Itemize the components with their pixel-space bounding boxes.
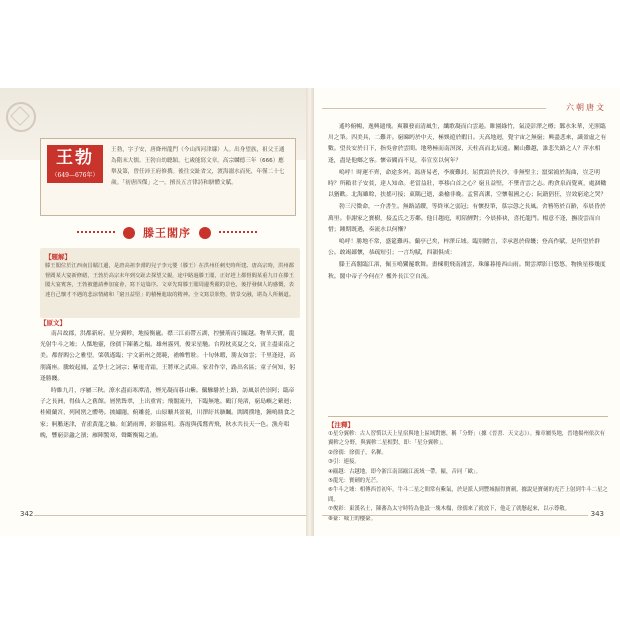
- running-head-rule: [322, 108, 546, 109]
- notes-label: 【注釋】: [328, 421, 354, 429]
- note-item: ⑤龍光：寶劍的光芒。: [328, 478, 382, 485]
- body-paragraph: 勃三尺微命，一介書生。無路請纓，等終軍之弱冠；有懷投筆，慕宗愨之長風。舍簪笏於百齡，奉晨昏於萬里。非謝家之寶樹，接孟氏之芳鄰。他日趨庭，叨陪鯉對；今晨捧袂，喜托龍門。楊意不逢，撫凌雲而自惜；鍾期既遇，奏流水以何慚？: [328, 204, 606, 233]
- author-name: 王勃: [56, 148, 94, 168]
- note-item: ⑦俊彩：東漢名士，陳蕃為太守時特為他設一塊木榻，徐孺來了就放下，他走了就懸起來，以示尊敬。: [328, 506, 571, 513]
- left-page: [0, 88, 306, 536]
- body-paragraph: 滕王高閣臨江渚，佩玉鳴鸞罷歌舞。畫棟朝飛南浦雲，珠簾暮捲西山雨。閑雲潭影日悠悠，物換星移幾度秋。閣中帝子今何在？檻外長江空自流。: [328, 262, 606, 280]
- original-paragraph: 時維九月，序屬三秋。潦水盡而寒潭清，煙光凝而暮山紫。儼驂騑於上路，訪風景於崇阿；臨帝子之長洲，得仙人之舊館。層巒聳翠，上出重霄；飛閣流丹，下臨無地。鶴汀鳧渚，窮島嶼之縈迴；桂殿蘭宮，列岡巒之體勢。披繡闥，俯雕甍，山原曠其盈視，川澤紆其駭矚。閭閻撲地，鐘鳴鼎食之家；舸艦迷津，青雀黃龍之舳。虹銷雨霽，彩徹區明。落霞與孤鶩齊飛，秋水共長天一色。漁舟唱晚，響窮彭蠡之濱；雁陣驚寒，聲斷衡陽之浦。: [40, 388, 296, 439]
- original-text-block: [40, 318, 298, 443]
- page-number: 342: [20, 510, 34, 518]
- intro-box: [40, 248, 300, 318]
- original-paragraph: 南昌故郡，洪都新府。星分翼軫，地接衡廬。襟三江而帶五湖，控蠻荊而引甌越。物華天寶，龍光射牛斗之墟；人傑地靈，徐孺下陳蕃之榻。雄州霧列，俊采星馳。台隍枕夷夏之交，賓主盡東南之美。都督閻公之雅望，棨戟遙臨；宇文新州之懿範，襜帷暫駐。十旬休暇，勝友如雲；千里逢迎，高朋滿座。騰蛟起鳳，孟學士之詞宗；紫電青霜，王將軍之武庫。家君作宰，路出名區；童子何知，躬逢勝餞。: [40, 331, 296, 382]
- book-spread: [0, 88, 620, 536]
- title-decoration-right: [219, 231, 257, 234]
- book-gutter: [306, 88, 314, 536]
- running-head: 六朝唐文: [566, 103, 606, 112]
- title-bullet-icon: [123, 227, 135, 239]
- section-title-row: [40, 222, 294, 244]
- note-item: ④甌越：古越地，即今浙江南部甌江流域一帶。甌，音同「歐」。: [328, 468, 482, 475]
- page-number: 343: [590, 510, 604, 518]
- title-decoration-left: [77, 231, 115, 234]
- ornament-icon: [6, 102, 36, 132]
- notes-block: [328, 416, 608, 524]
- original-label: 【原文】: [40, 319, 66, 327]
- body-paragraph: 遙吟俯暢，逸興遄飛。爽籟發而清風生，纖歌凝而白雲遏。睢園綠竹，氣凌彭澤之樽；鄴水朱華，光照臨川之筆。四美具，二難并。窮睇眄於中天，極娛遊於暇日。天高地迥，覺宇宙之無窮；興盡悲來，識盈虛之有數。望長安於日下，指吳會於雲間。地勢極而南溟深，天柱高而北辰遠。關山難越，誰悲失路之人？萍水相逢，盡是他鄉之客。懷帝閽而不見，奉宣室以何年？: [328, 124, 607, 164]
- author-bio: 王勃，字子安，唐絳州龍門（今山西河津縣）人。出身望族，祖父王通為隋末大儒。王勃自幼聰穎，七歲能寫文章。高宗麟德三年（666）應舉及第，曾任沛王府修撰。後往交趾省父，渡海溺水而死，年僅二十七歲。「初唐四傑」之一，擅長五言律詩和駢體文賦。: [111, 147, 285, 186]
- intro-label: 【題解】: [45, 253, 71, 261]
- note-item: ②徐孺：徐孺子，名穉。: [328, 449, 387, 456]
- note-item: ③引：連接。: [328, 459, 360, 466]
- body-paragraph: 嗚呼！時運不齊，命途多舛。馮唐易老，李廣難封。屈賈誼於長沙，非無聖主；竄梁鴻於海曲，豈乏明時？所賴君子安貧，達人知命。老當益壯，寧移白首之心？窮且益堅，不墜青雲之志。酌貪泉而覺爽，處涸轍以猶歡。北海雖賒，扶搖可接；東隅已逝，桑榆非晚。孟嘗高潔，空懷報國之心；阮籍猖狂，豈效窮途之哭？: [328, 169, 607, 199]
- author-name-badge: [47, 145, 103, 183]
- note-item: ⑥牛斗之墟：相傳西晉初年，牛斗二星之間常有紫氣，於是派人到豐城掘得寶劍，據說是寶劍的光芒上射到牛斗二星之間。: [328, 487, 608, 503]
- author-years: （649—676年）: [51, 172, 99, 179]
- body-paragraph: 嗚呼！勝地不常，盛筵難再。蘭亭已矣，梓澤丘墟。臨別贈言，幸承恩於偉餞；登高作賦，是所望於群公。敢竭鄙懷，恭疏短引；一言均賦，四韻俱成：: [328, 239, 600, 257]
- notes-divider: [328, 416, 608, 417]
- body-text-block: [328, 122, 608, 284]
- intro-text: 滕王閣位於江西南昌贛江邊，是唐高祖李淵的兒子李元嬰（滕王）在洪州任刺史時所建。唐高宗時，洪州都督閻某大宴新修繕，王勃於高宗末年到交趾去探望父親，途中路過滕王閣，正好趕上都督閻某重九日在滕王閣大宴賓客，王勃被邀請參加宴會，寫下這篇序。文章先寫滕王閣周邊秀麗的景色，後抒發個人的感慨，表達自己懷才不遇的悲涼情緒和「窮且益堅」的積極進取的精神。全文寫景狀物，情景交融，堪為人所稱道。: [45, 263, 294, 298]
- section-title: 滕王閣序: [143, 226, 191, 240]
- author-info-box: [40, 138, 296, 216]
- title-bullet-icon: [199, 227, 211, 239]
- right-page: [314, 88, 620, 536]
- note-item: ⑧臺：城上的樓臺。: [328, 515, 376, 522]
- note-item: ①星分翼軫：古人習慣以天上星宿與地上區域對應，稱「分野」（據《晉書．天文志》）。豫章屬吳地，晉地揚州依次有翼軫之分野，與翼軫二星相對，即：「星分翼軫」。: [328, 431, 606, 447]
